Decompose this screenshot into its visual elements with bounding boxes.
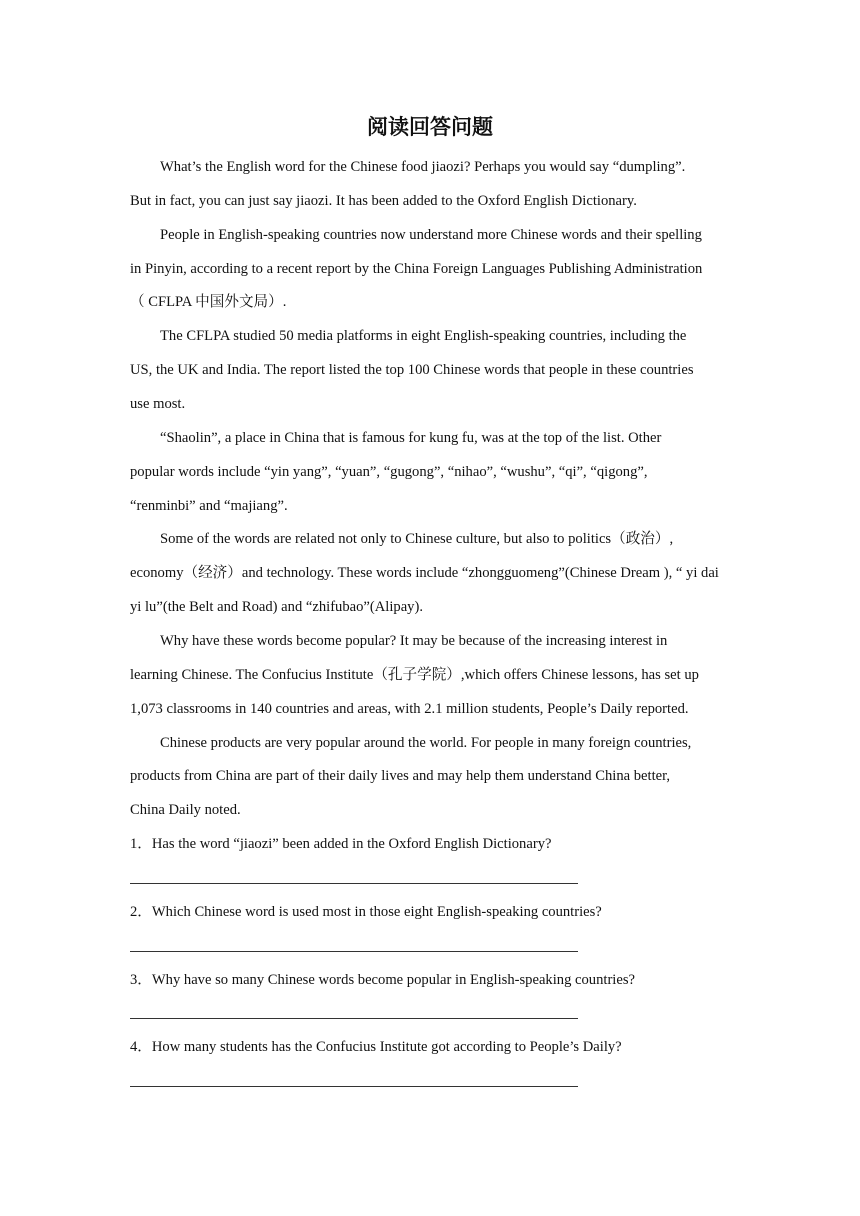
passage-line: learning Chinese. The Confucius Institute（孔子学院）,which offers Chinese lessons, has set up	[130, 667, 699, 683]
question-3: 3．Why have so many Chinese words become popular in English-speaking countries?	[130, 972, 635, 988]
passage-line: products from China are part of their daily lives and may help them understand China better,	[130, 768, 671, 784]
passage-line: But in fact, you can just say jiaozi. It has been added to the Oxford English Dictionary.	[130, 193, 637, 209]
passage-line: “renminbi” and “majiang”.	[130, 498, 288, 514]
passage-line: “Shaolin”, a place in China that is famous for kung fu, was at the top of the list. Other	[160, 430, 662, 446]
passage-line: Why have these words become popular? It may be because of the increasing interest in	[160, 633, 668, 649]
passage-line: 1,073 classrooms in 140 countries and areas, with 2.1 million students, People’s Daily reported.	[130, 701, 689, 717]
question-2: 2．Which Chinese word is used most in those eight English-speaking countries?	[130, 904, 602, 920]
passage-line: （ CFLPA 中国外文局）.	[130, 294, 287, 310]
passage-line: China Daily noted.	[130, 802, 241, 818]
passage-line: Chinese products are very popular around the world. For people in many foreign countries,	[160, 735, 692, 751]
passage-line: in Pinyin, according to a recent report by the China Foreign Languages Publishing Administration	[130, 261, 703, 277]
passage-line: The CFLPA studied 50 media platforms in eight English-speaking countries, including the	[160, 328, 687, 344]
answer-line-2[interactable]	[130, 951, 578, 952]
answer-line-1[interactable]	[130, 883, 578, 884]
passage-line: US, the UK and India. The report listed the top 100 Chinese words that people in these countries	[130, 362, 694, 378]
passage-line: yi lu”(the Belt and Road) and “zhifubao”(Alipay).	[130, 599, 423, 615]
passage-line: economy（经济）and technology. These words include “zhongguomeng”(Chinese Dream ), “ yi dai	[130, 565, 719, 581]
answer-line-4[interactable]	[130, 1086, 578, 1087]
passage-line: use most.	[130, 396, 186, 412]
passage-line: popular words include “yin yang”, “yuan”, “gugong”, “nihao”, “wushu”, “qi”, “qigong”,	[130, 464, 648, 480]
question-1: 1．Has the word “jiaozi” been added in the Oxford English Dictionary?	[130, 836, 552, 852]
answer-line-3[interactable]	[130, 1018, 578, 1019]
passage-line: What’s the English word for the Chinese food jiaozi? Perhaps you would say “dumpling”.	[160, 159, 686, 175]
page-title: 阅读回答问题	[367, 114, 493, 139]
question-4: 4．How many students has the Confucius Institute got according to People’s Daily?	[130, 1039, 622, 1055]
passage-line: Some of the words are related not only to Chinese culture, but also to politics（政治）,	[160, 531, 674, 547]
passage-line: People in English-speaking countries now understand more Chinese words and their spelling	[160, 227, 702, 243]
